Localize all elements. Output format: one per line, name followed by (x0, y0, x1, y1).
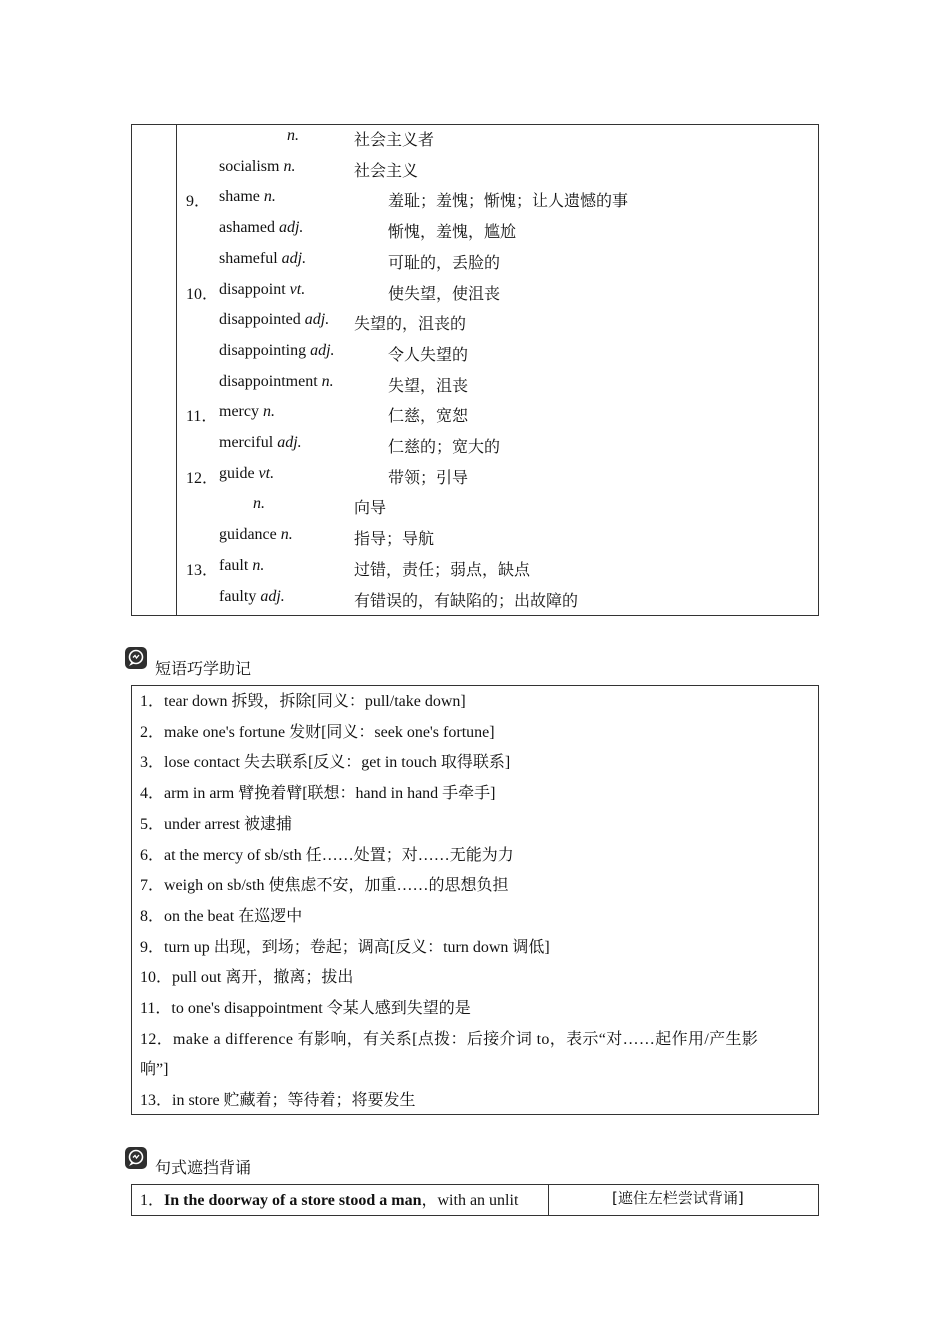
vocab-pos: vt. (289, 280, 306, 298)
vocab-word-text: socialism (219, 157, 284, 175)
vocab-pos: adj. (278, 219, 304, 237)
sentences-heading-icon (125, 1147, 147, 1169)
phrases-heading-icon (125, 647, 147, 669)
vocab-meaning: 有错误的，有缺陷的；出故障的 (354, 592, 579, 610)
vocab-meaning: 带领；引导 (388, 469, 469, 487)
vocab-meaning: 可耻的，丢脸的 (388, 254, 501, 272)
vocab-word (219, 373, 334, 391)
phrases-heading: 短语巧学助记 (155, 661, 252, 678)
sentence-bold: In the doorway of a store stood a man (164, 1192, 422, 1209)
vocab-word-text: disappointing (219, 341, 311, 359)
vocab-word-text: faulty (219, 587, 261, 605)
vocab-word-text: disappointment (219, 372, 322, 390)
vocab-pos: n. (263, 188, 276, 206)
vocab-number: 10． (186, 285, 219, 303)
phrase-item: 4．arm in arm 臂挽着臂[联想：hand in hand 手牵手] (140, 785, 496, 802)
vocab-meaning: 仁慈的；宽大的 (388, 439, 501, 456)
vocab-word-text: disappointed (219, 311, 305, 329)
vocab-meaning: 过错，责任；弱点，缺点 (354, 561, 531, 579)
vocab-word (219, 588, 285, 606)
vocab-word-text: mercy (219, 403, 263, 421)
vocab-word (219, 465, 274, 483)
vocab-word-text: shame (219, 188, 264, 206)
vocab-number: 9． (186, 193, 211, 211)
phrase-item: 13．in store 贮藏着；等待着；将要发生 (140, 1092, 416, 1109)
vocab-word (219, 158, 295, 176)
vocab-pos: n. (252, 556, 265, 574)
phrase-item: 9．turn up 出现，到场；卷起；调高[反义：turn down 调低] (140, 939, 550, 956)
phrase-item: 8．on the beat 在巡逻中 (140, 908, 303, 925)
vocab-pos: n. (287, 127, 299, 144)
vocab-pos: n. (321, 372, 334, 390)
vocab-word-text: guide (219, 464, 259, 482)
vocab-meaning: 失望，沮丧 (388, 377, 469, 395)
vocab-word (219, 250, 306, 268)
vocab-pos: adj. (277, 434, 302, 451)
vocab-pos: n. (253, 495, 265, 513)
phrase-item: 6．at the mercy of sb/sth 任……处置；对……无能为力 (140, 847, 514, 864)
vocab-pos: adj. (281, 249, 307, 267)
vocab-pos: adj. (310, 341, 335, 359)
vocab-word (219, 219, 303, 237)
vocab-word-text: ashamed (219, 219, 279, 237)
vocab-pos: n. (262, 403, 275, 421)
vocab-number: 12． (186, 469, 219, 487)
vocab-pos: vt. (258, 464, 275, 482)
vocab-meaning: 仁慈，宽恕 (388, 408, 469, 426)
vocab-meaning: 向导 (354, 500, 387, 518)
vocab-table-divider (176, 124, 177, 616)
vocab-word (219, 188, 276, 206)
sentence-row-1 (140, 1187, 518, 1210)
vocab-pos: adj. (260, 587, 285, 605)
phrase-item: 1．tear down 拆毁，拆除[同义：pull/take down] (140, 693, 466, 710)
vocab-number: 13． (186, 561, 219, 579)
vocab-pos: adj. (304, 311, 330, 329)
vocab-word-text: shameful (219, 249, 282, 267)
vocab-meaning: 社会主义 (354, 162, 419, 180)
vocab-number: 11． (186, 408, 218, 426)
vocab-meaning: 惭愧，羞愧，尴尬 (388, 224, 517, 242)
vocab-word (253, 495, 265, 513)
vocab-word-text: disappoint (219, 280, 290, 298)
vocab-meaning: 使失望，使沮丧 (388, 285, 501, 303)
sentence-num: 1． (140, 1192, 165, 1209)
phrase-item: 12．make a difference 有影响，有关系[点拨：后接介词 to，表示“对……起作用/产生影 (140, 1031, 759, 1048)
vocab-word (219, 403, 275, 421)
vocab-meaning: 失望的，沮丧的 (354, 316, 467, 334)
phrase-item: 10．pull out 离开，撤离；拔出 (140, 969, 354, 986)
vocab-meaning: 社会主义者 (354, 132, 435, 149)
vocab-word-text: merciful (219, 434, 278, 451)
phrase-item: 5．under arrest 被逮捕 (140, 816, 292, 833)
vocab-word (219, 342, 335, 360)
phrase-item: 2．make one's fortune 发财[同义：seek one's fortune] (140, 724, 495, 741)
vocab-pos: n. (280, 526, 293, 544)
sentences-heading: 句式遮挡背诵 (155, 1160, 252, 1177)
sentence-rest: ，with an unlit (421, 1192, 519, 1209)
vocab-word (219, 311, 329, 329)
vocab-word (219, 557, 264, 575)
phrase-item: 响”] (140, 1061, 169, 1078)
vocab-word (219, 434, 302, 452)
vocab-word (219, 526, 293, 544)
vocab-meaning: 指导；导航 (354, 531, 435, 549)
vocab-word-text: fault (219, 556, 253, 574)
phrase-item: 3．lose contact 失去联系[反义：get in touch 取得联系] (140, 754, 511, 771)
vocab-meaning: 羞耻；羞愧；惭愧；让人遗憾的事 (388, 193, 629, 211)
vocab-pos: n. (283, 157, 296, 175)
vocab-word (287, 127, 299, 145)
cover-label: [遮住左栏尝试背诵] (612, 1189, 744, 1207)
phrase-item: 7．weigh on sb/sth 使焦虑不安，加重……的思想负担 (140, 877, 509, 894)
vocab-word (219, 281, 305, 299)
vocab-word-text: guidance (219, 526, 281, 544)
vocab-meaning: 令人失望的 (388, 346, 469, 364)
phrase-item: 11．to one's disappointment 令某人感到失望的是 (140, 1000, 471, 1017)
sentence-table-divider (548, 1184, 549, 1216)
